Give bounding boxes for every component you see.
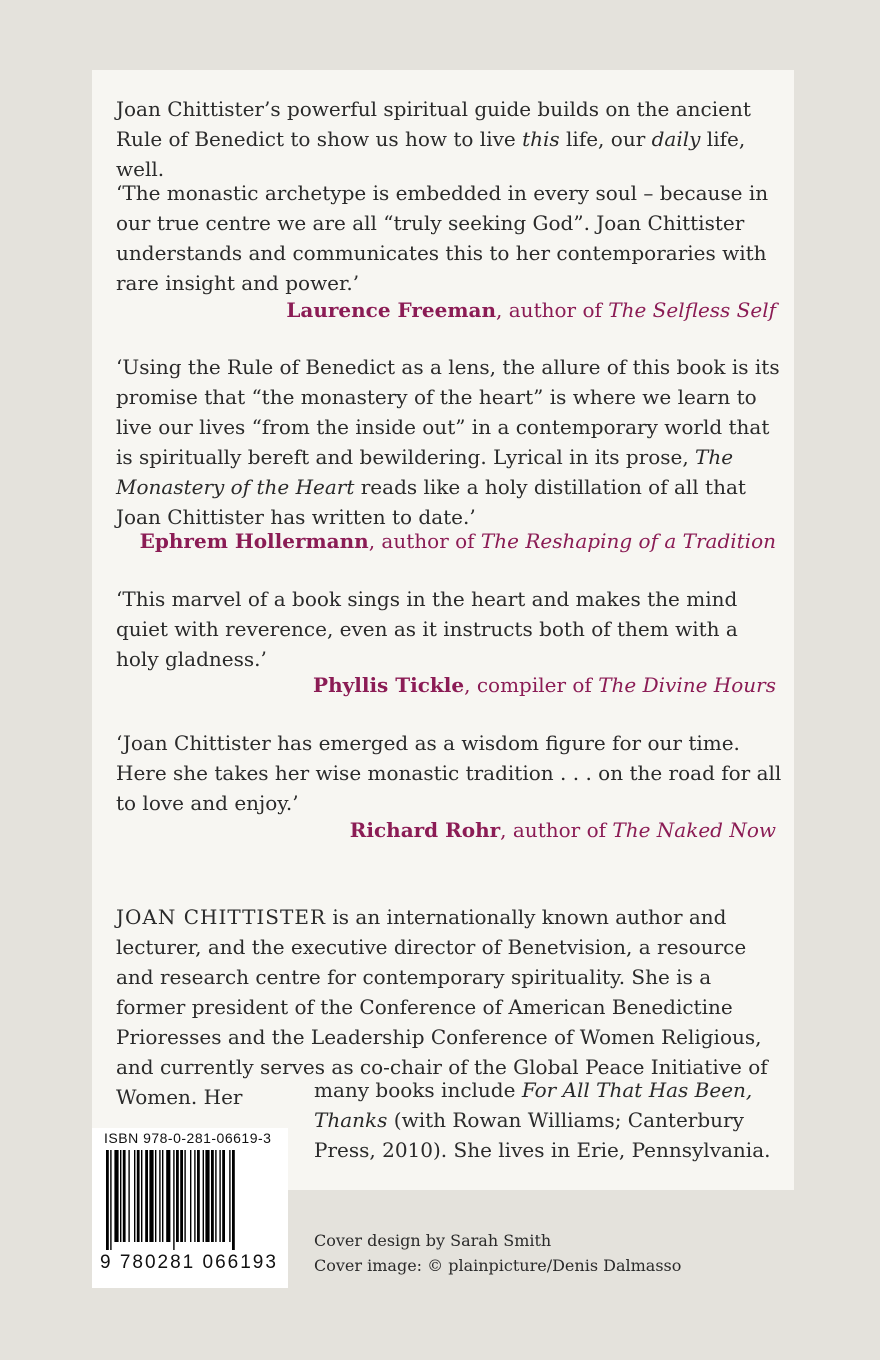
endorser-book-title: The Reshaping of a Tradition bbox=[480, 529, 776, 553]
endorser-book-title: The Divine Hours bbox=[598, 673, 776, 697]
bio-tail-text-b: (with Rowan Williams; Canterbury Press, 2010). She lives in Erie, Pennsylvania. bbox=[314, 1108, 771, 1162]
intro-text-3: life, well. bbox=[116, 127, 746, 181]
quote-2-text-a: ‘Using the Rule of Benedict as a lens, the allure of this book is its promise that “the monastery of the heart” is where we learn to live our lives “from the inside out” in a contemporary world that is spiritually bereft and bewildering. Lyrical in its prose, bbox=[116, 355, 780, 469]
barcode-digits: 9 780281 066193 bbox=[100, 1252, 278, 1273]
cover-image-credit: Cover image: © plainpicture/Denis Dalmasso bbox=[314, 1256, 682, 1275]
endorser-book-title: The Selfless Self bbox=[608, 298, 776, 322]
endorser-role: , author of bbox=[500, 818, 613, 842]
intro-text-1: Joan Chittister’s powerful spiritual guide builds on the ancient Rule of Benedict to show us how to live bbox=[116, 97, 751, 151]
bio-book-title: For All That Has Been, Thanks bbox=[314, 1078, 753, 1132]
endorsement-attribution-2 bbox=[140, 526, 776, 556]
endorser-book-title: The Naked Now bbox=[612, 818, 776, 842]
cover-design-credit: Cover design by Sarah Smith bbox=[314, 1231, 552, 1250]
isbn-label: ISBN 978-0-281-06619-3 bbox=[104, 1130, 272, 1146]
bio-tail-text-a: many books include bbox=[314, 1078, 522, 1102]
intro-emphasis-this: this bbox=[522, 127, 560, 151]
endorser-name: Ephrem Hollermann bbox=[139, 529, 369, 553]
endorser-name: Laurence Freeman bbox=[286, 298, 497, 322]
endorsement-quote-3: ‘This marvel of a book sings in the heart and makes the mind quiet with reverence, even as it instructs both of them with a holy gladness.’ bbox=[116, 587, 738, 671]
endorsement-attribution-3 bbox=[313, 670, 776, 700]
quote-2-text-b: reads like a holy distillation of all that Joan Chittister has written to date.’ bbox=[116, 475, 746, 529]
endorsement-quote-4: ‘Joan Chittister has emerged as a wisdom figure for our time. Here she takes her wise monastic tradition . . . on the road for all to love and enjoy.’ bbox=[116, 731, 782, 815]
quote-2-book-title: The Monastery of the Heart bbox=[116, 445, 734, 499]
intro-emphasis-daily: daily bbox=[651, 127, 701, 151]
author-bio-continued bbox=[314, 1075, 784, 1165]
author-name: JOAN CHITTISTER bbox=[116, 905, 327, 929]
endorsement-quote-1: ‘The monastic archetype is embedded in every soul – because in our true centre we are all “truly seeking God”. Joan Chittister understands and communicates this to her contemporaries with rare insight and power.’ bbox=[116, 181, 769, 295]
endorsement-quote-2 bbox=[116, 352, 786, 532]
endorser-role: , author of bbox=[368, 529, 481, 553]
intro-text-2: life, our bbox=[559, 127, 652, 151]
endorser-role: , author of bbox=[496, 298, 609, 322]
endorsement-attribution-4 bbox=[350, 815, 776, 845]
intro-paragraph bbox=[116, 94, 786, 184]
barcode-icon bbox=[106, 1150, 282, 1250]
author-bio-text: is an internationally known author and lecturer, and the executive director of Benetvision, a resource and research centre for contemporary spirituality. She is a former president of the Conference of American Benedictine Prioresses and the Leadership Conference of Women Religious, and currently serves as co-chair of the Global Peace Initiative of Women. Her bbox=[116, 905, 768, 1109]
cover-credits bbox=[314, 1228, 681, 1278]
endorsement-attribution-1 bbox=[286, 295, 776, 325]
endorser-name: Richard Rohr bbox=[349, 818, 501, 842]
endorser-role: , compiler of bbox=[464, 673, 599, 697]
endorser-name: Phyllis Tickle bbox=[313, 673, 465, 697]
